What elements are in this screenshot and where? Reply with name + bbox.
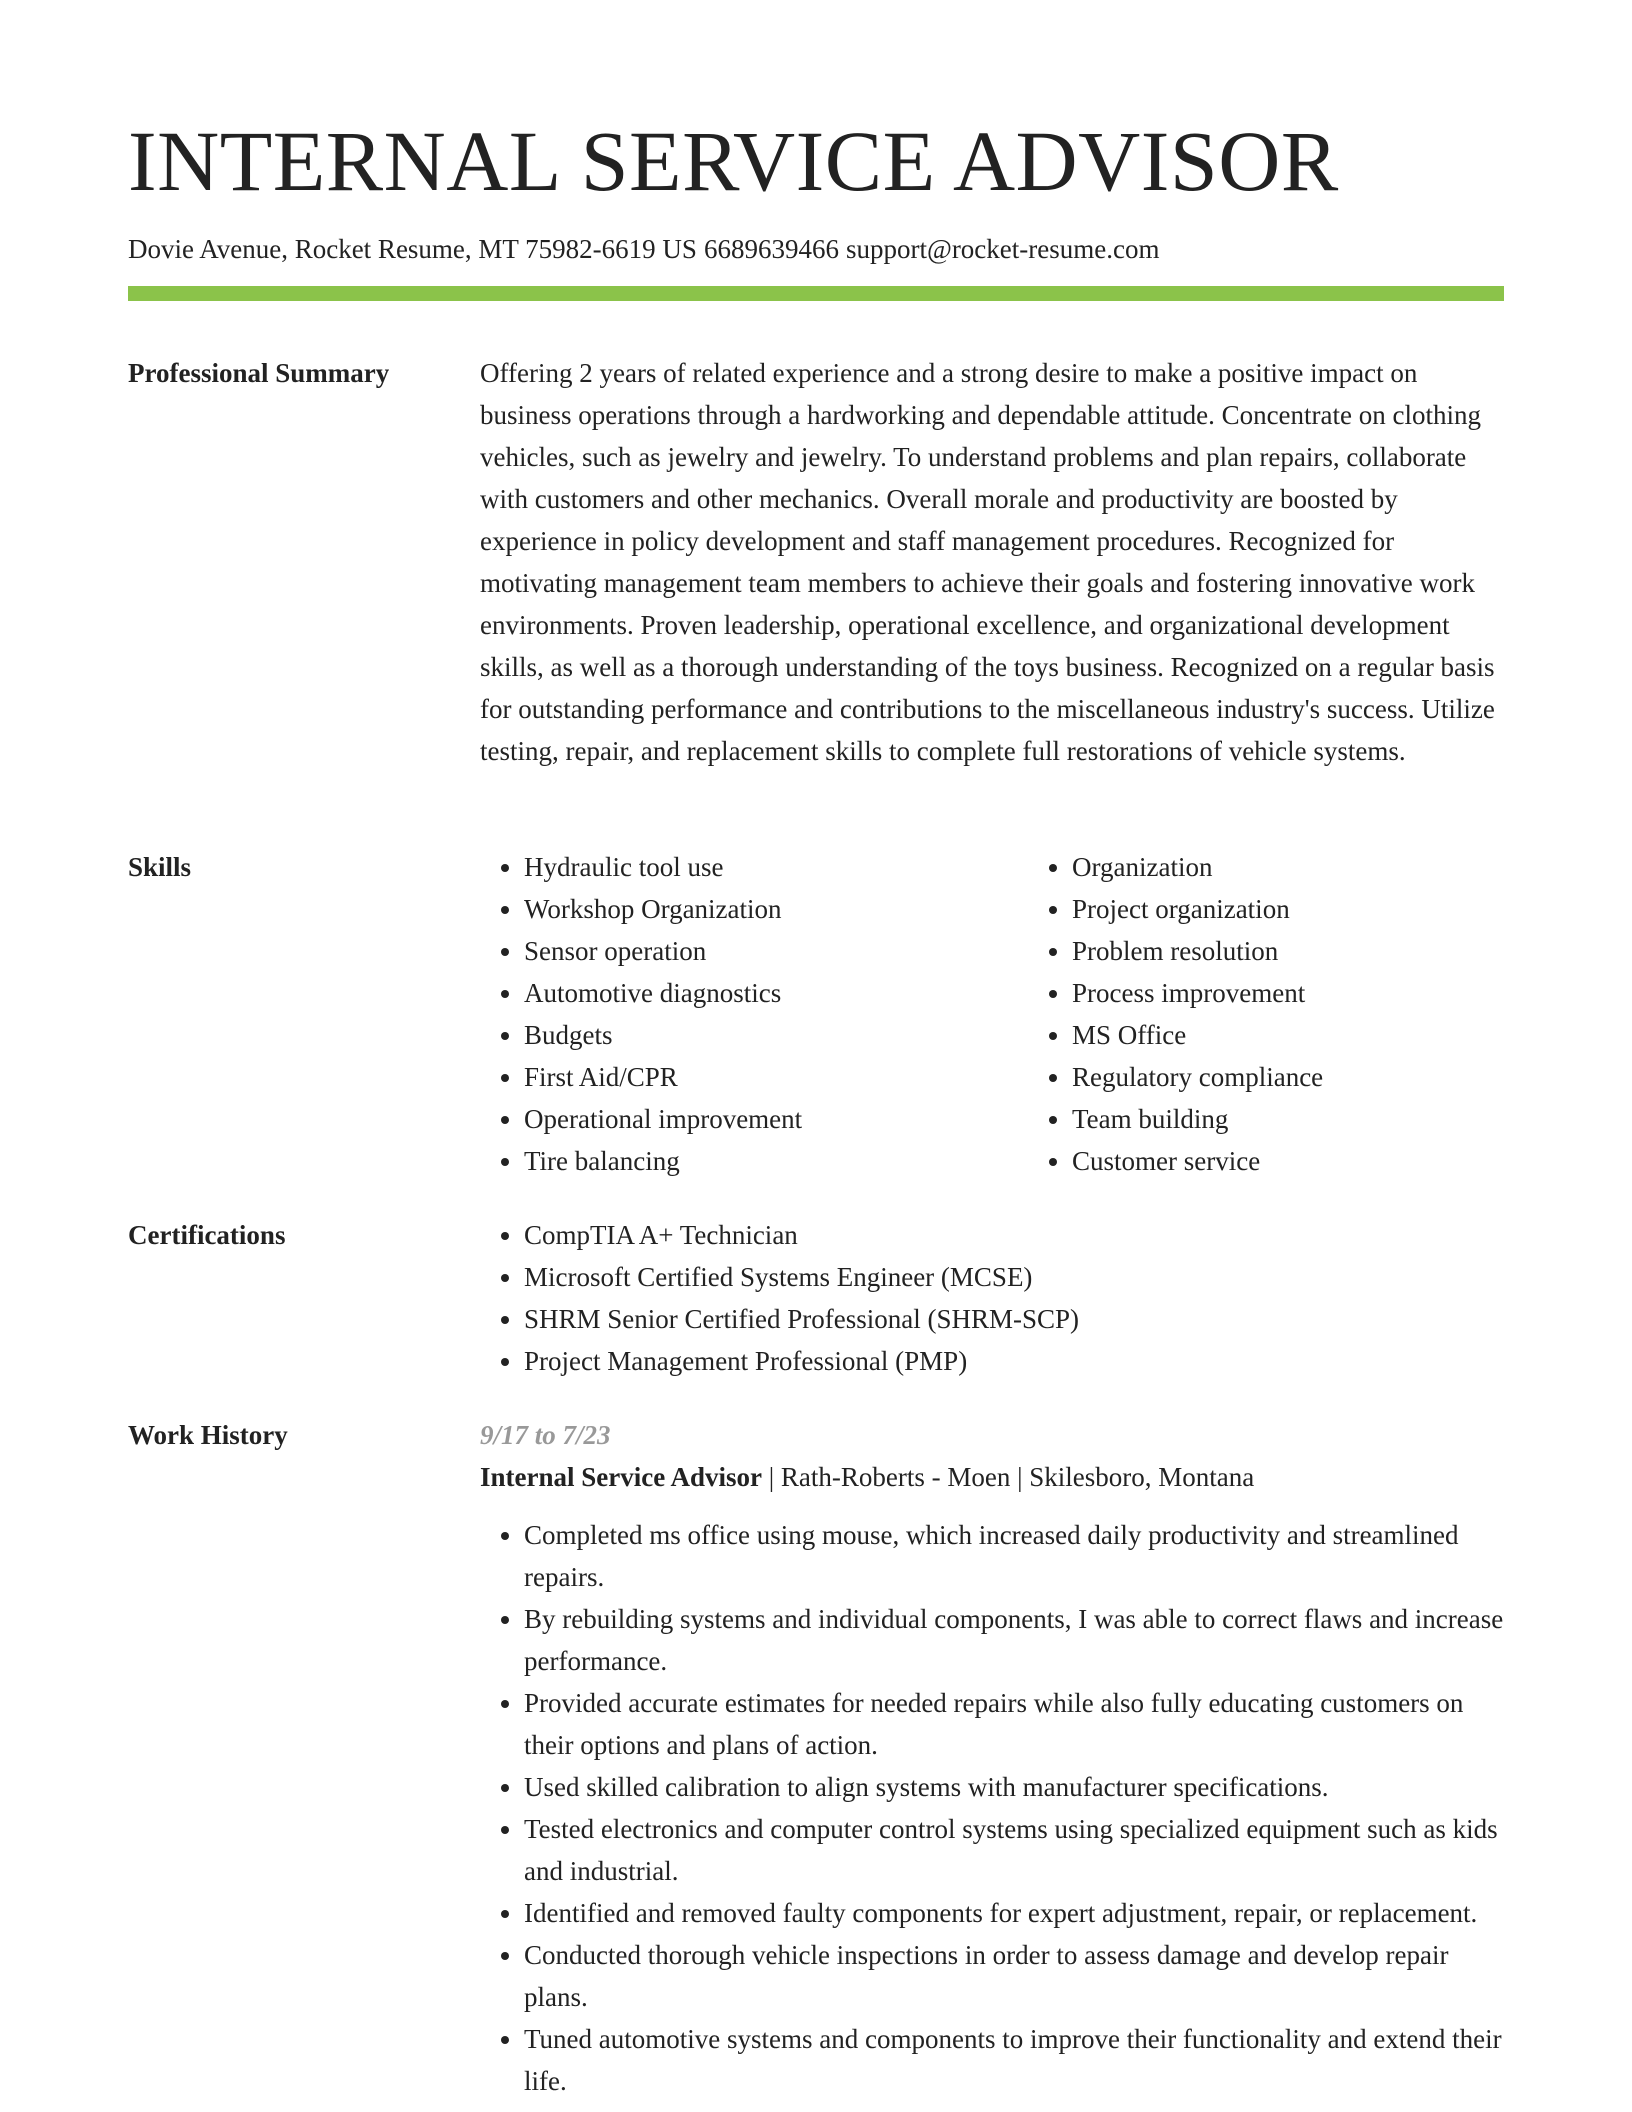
work-history-title: Work History	[128, 1420, 288, 1450]
certification-item: • CompTIA A+ Technician	[524, 1214, 1504, 1256]
certification-item: • Microsoft Certified Systems Engineer (MCSE)	[524, 1256, 1504, 1298]
skill-item: • Team building	[1072, 1098, 1532, 1140]
skills-list-left	[480, 846, 984, 1182]
email: support@rocket-resume.com	[845, 234, 1160, 264]
skill-item: • Sensor operation	[524, 930, 984, 972]
summary-text: Offering 2 years of related experience and a strong desire to make a positive impact on business operations through a hardworking and dependable attitude. Concentrate on clothing vehicles, such as jewelry and jewelry. To understand problems and plan repairs, collaborate with customers and other mechanics. Overall morale and productivity are boosted by experience in policy development and staff management procedures. Recognized for motivating management team members to achieve their goals and fostering innovative work environments. Proven leadership, operational excellence, and organizational development skills, as well as a thorough understanding of the toys business. Recognized on a regular basis for outstanding performance and contributions to the miscellaneous industry's success. Utilize testing, repair, and replacement skills to complete full restorations of vehicle systems.	[480, 358, 1495, 766]
skill-item: • MS Office	[1072, 1014, 1532, 1056]
job-bullet: • Provided accurate estimates for needed repairs while also fully educating customers on their options and plans of action.	[524, 1682, 1504, 1766]
job-bullet: • Tuned automotive systems and components to improve their functionality and extend their life.	[524, 2018, 1504, 2102]
certifications-list	[480, 1214, 1504, 1382]
skill-item: • Customer service	[1072, 1140, 1532, 1182]
job-bullet: • Tested electronics and computer control systems using specialized equipment such as kids and industrial.	[524, 1808, 1504, 1892]
header-divider	[128, 286, 1504, 301]
job-bullet: • Completed ms office using mouse, which increased daily productivity and streamlined repairs.	[524, 1514, 1504, 1598]
skill-item: • Workshop Organization	[524, 888, 984, 930]
certification-item: • SHRM Senior Certified Professional (SHRM-SCP)	[524, 1298, 1504, 1340]
skill-item: • Tire balancing	[524, 1140, 984, 1182]
contact-line	[128, 232, 1166, 266]
job-bullet: • Identified and removed faulty components for expert adjustment, repair, or replacement.	[524, 1892, 1504, 1934]
skill-item: • Process improvement	[1072, 972, 1532, 1014]
skills-title: Skills	[128, 852, 192, 882]
skill-item: • First Aid/CPR	[524, 1056, 984, 1098]
skills-body	[480, 846, 1504, 1182]
candidate-name: INTERNAL SERVICE ADVISOR	[128, 113, 1339, 209]
skill-item: • Organization	[1072, 846, 1532, 888]
address: Dovie Avenue, Rocket Resume, MT 75982-6619 US	[128, 234, 697, 264]
summary-title: Professional Summary	[128, 358, 390, 388]
skills-list-right	[1028, 846, 1532, 1182]
job-dates: 9/17 to 7/23	[480, 1420, 611, 1450]
job-bullet: • Conducted thorough vehicle inspections in order to assess damage and develop repair plans.	[524, 1934, 1504, 2018]
job-bullet: • Used skilled calibration to align systems with manufacturer specifications.	[524, 1766, 1504, 1808]
skill-item: • Problem resolution	[1072, 930, 1532, 972]
skill-item: • Regulatory compliance	[1072, 1056, 1532, 1098]
job-company-location: | Rath-Roberts - Moen | Skilesboro, Montana	[761, 1462, 1255, 1492]
job-bullet: • By rebuilding systems and individual components, I was able to correct flaws and increase performance.	[524, 1598, 1504, 1682]
certification-item: • Project Management Professional (PMP)	[524, 1340, 1504, 1382]
job-title-line	[480, 1456, 1504, 1498]
skill-item: • Hydraulic tool use	[524, 846, 984, 888]
certifications-title: Certifications	[128, 1220, 286, 1250]
phone: 6689639466	[703, 234, 839, 264]
skill-item: • Operational improvement	[524, 1098, 984, 1140]
skill-item: • Automotive diagnostics	[524, 972, 984, 1014]
skill-item: • Budgets	[524, 1014, 984, 1056]
skill-item: • Project organization	[1072, 888, 1532, 930]
job-role: Internal Service Advisor	[480, 1462, 762, 1492]
summary-body	[480, 352, 1504, 772]
work-history-body	[480, 1414, 1504, 2102]
certifications-body	[480, 1214, 1504, 1382]
job-bullets	[480, 1514, 1504, 2102]
